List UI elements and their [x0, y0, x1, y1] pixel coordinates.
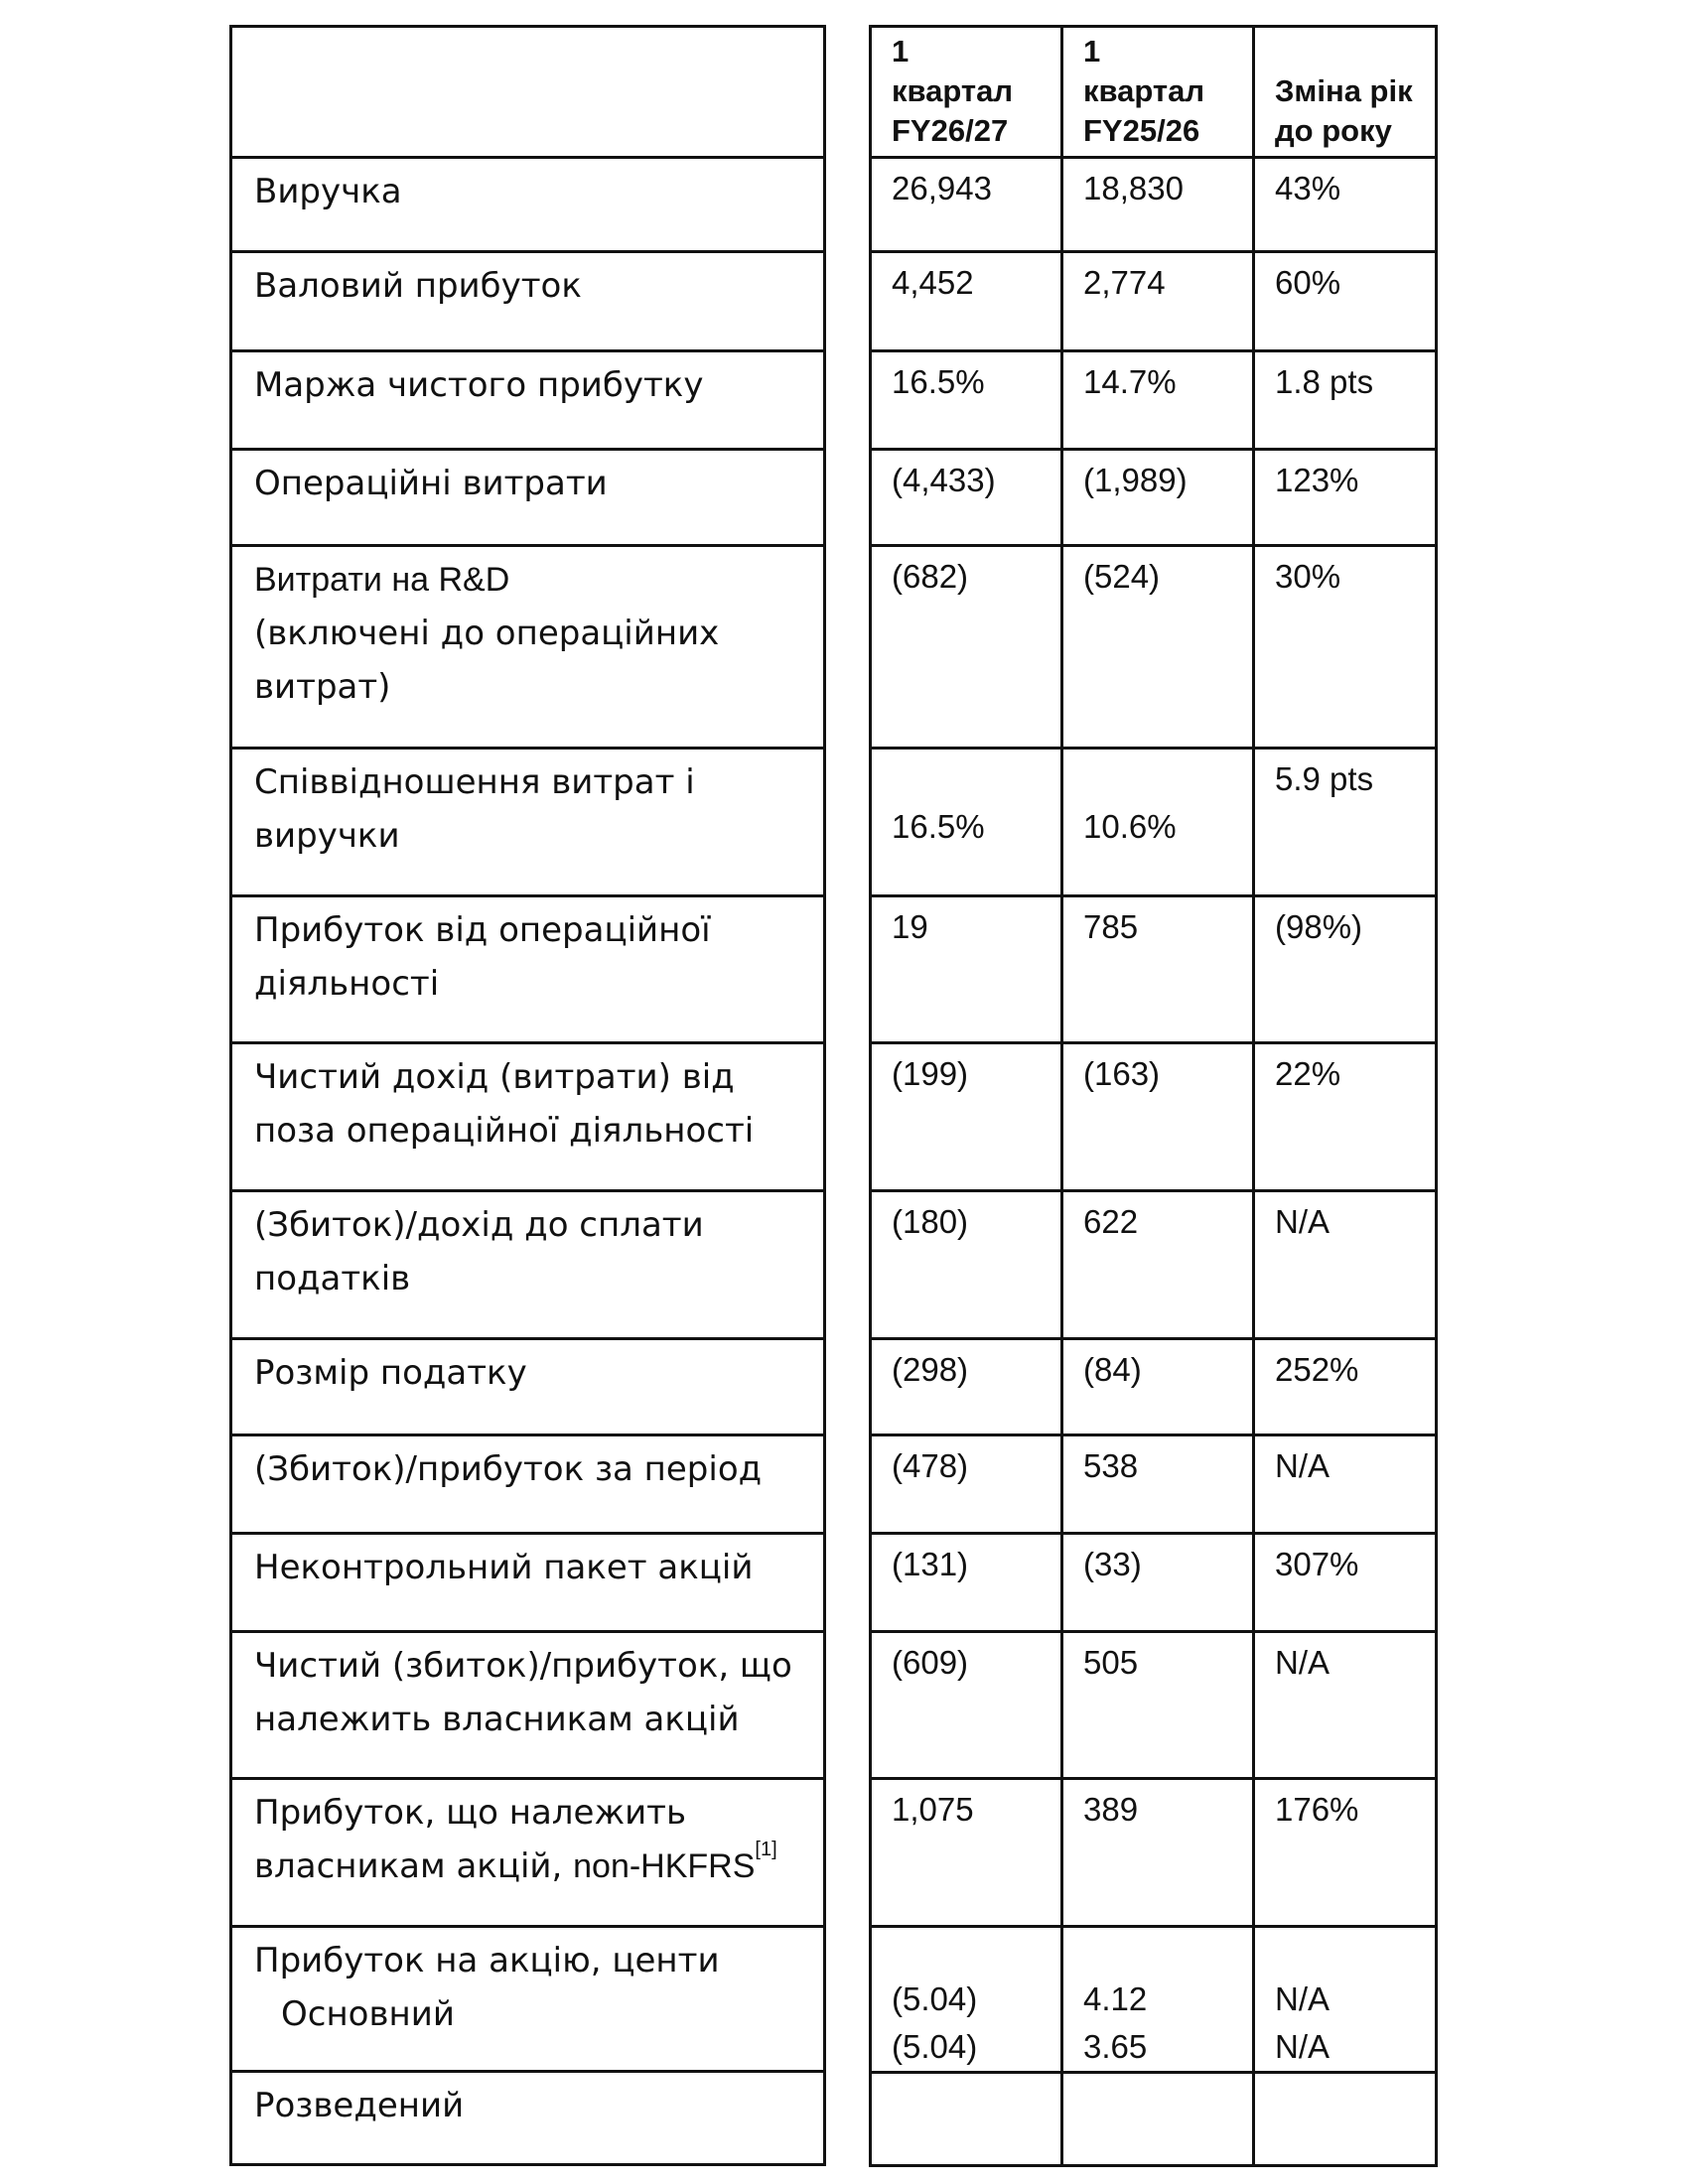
- cell-gross-q0: 2,774: [1062, 252, 1254, 351]
- cell-ratio-yoy: 5.9 pts: [1254, 749, 1437, 896]
- cell-eps-yoy: [1254, 1927, 1437, 2073]
- cell-period-q0: 538: [1062, 1435, 1254, 1534]
- header-q1-fy26-27: 1 квартал FY26/27: [871, 27, 1062, 158]
- cell-ratio-q0: 10.6%: [1062, 749, 1254, 896]
- label-non-hkfrs-text: власникам акцій,: [254, 1846, 574, 1886]
- cell-rd-q0: (524): [1062, 546, 1254, 749]
- cell-eps-diluted-q0: 3.65: [1083, 2028, 1148, 2065]
- label-net-attr-line2: належить власникам акцій: [254, 1700, 740, 1739]
- cell-minority-yoy: 307%: [1254, 1534, 1437, 1632]
- label-non-hkfrs-line2: [254, 1840, 823, 1893]
- cell-nonhkfrs-yoy: 176%: [1254, 1779, 1437, 1927]
- label-non-hkfrs-profit: [231, 1779, 825, 1927]
- label-non-op-line2: поза операційної діяльності: [254, 1111, 755, 1151]
- label-eps: [231, 1927, 825, 2072]
- label-eps-basic: Основний: [281, 1994, 455, 2034]
- label-tax: Розмір податку: [231, 1339, 825, 1435]
- label-non-hkfrs-suffix: non-HKFRS: [573, 1847, 756, 1885]
- cell-margin-q1: 16.5%: [871, 351, 1062, 450]
- cell-diluted-empty-yoy: [1254, 2073, 1437, 2166]
- footnote-marker: [1]: [755, 1838, 777, 1860]
- label-net-attributable: [231, 1632, 825, 1779]
- cell-revenue-q1: 26,943: [871, 158, 1062, 252]
- label-net-attr-line1: Чистий (збиток)/прибуток, що: [254, 1646, 792, 1686]
- cell-eps-basic-q1: (5.04): [892, 1980, 978, 2017]
- cell-opex-q1: (4,433): [871, 450, 1062, 546]
- cell-eps-basic-yoy: N/A: [1275, 1980, 1331, 2017]
- label-gross-profit: Валовий прибуток: [231, 252, 825, 351]
- label-rd-expenses: [231, 546, 825, 749]
- label-non-hkfrs-line1: Прибуток, що належить: [254, 1793, 687, 1833]
- label-period-result: (Збиток)/прибуток за період: [231, 1435, 825, 1534]
- cell-period-yoy: N/A: [1254, 1435, 1437, 1534]
- cell-gross-q1: 4,452: [871, 252, 1062, 351]
- header-q1-fy25-26: 1 квартал FY25/26: [1062, 27, 1254, 158]
- values-table: [869, 25, 1438, 2167]
- cell-nonhkfrs-q1: 1,075: [871, 1779, 1062, 1927]
- label-eps-line1: Прибуток на акцію, центи: [254, 1941, 720, 1980]
- label-header-empty: [231, 27, 825, 158]
- cell-gross-yoy: 60%: [1254, 252, 1437, 351]
- cell-opprofit-q0: 785: [1062, 896, 1254, 1043]
- cell-rd-q1: (682): [871, 546, 1062, 749]
- cell-tax-q1: (298): [871, 1339, 1062, 1435]
- cell-period-q1: (478): [871, 1435, 1062, 1534]
- cell-eps-q0: [1062, 1927, 1254, 2073]
- cell-pretax-q0: 622: [1062, 1191, 1254, 1339]
- cell-pretax-q1: (180): [871, 1191, 1062, 1339]
- label-rd-line2: (включені до операційних: [254, 614, 720, 653]
- cell-opprofit-q1: 19: [871, 896, 1062, 1043]
- cell-eps-q1: [871, 1927, 1062, 2073]
- row-labels-table: [229, 25, 826, 2166]
- label-pretax-line2: податків: [254, 1259, 411, 1298]
- cell-opex-q0: (1,989): [1062, 450, 1254, 546]
- label-non-op-line1: Чистий дохід (витрати) від: [254, 1057, 735, 1097]
- cell-eps-diluted-q1: (5.04): [892, 2028, 978, 2065]
- label-op-profit-line2: діяльності: [254, 964, 440, 1004]
- cell-minority-q0: (33): [1062, 1534, 1254, 1632]
- label-ratio-line1: Співвідношення витрат і: [254, 762, 695, 802]
- label-revenue: Виручка: [231, 158, 825, 252]
- cell-pretax-yoy: N/A: [1254, 1191, 1437, 1339]
- label-operating-profit: [231, 896, 825, 1043]
- label-rd-line3: витрат): [254, 667, 391, 707]
- label-expense-revenue-ratio: [231, 749, 825, 896]
- cell-netattr-yoy: N/A: [1254, 1632, 1437, 1779]
- cell-minority-q1: (131): [871, 1534, 1062, 1632]
- label-non-operating: [231, 1043, 825, 1191]
- cell-margin-q0: 14.7%: [1062, 351, 1254, 450]
- label-net-margin: Маржа чистого прибутку: [231, 351, 825, 450]
- cell-margin-yoy: 1.8 pts: [1254, 351, 1437, 450]
- cell-nonop-q0: (163): [1062, 1043, 1254, 1191]
- label-pretax: [231, 1191, 825, 1339]
- cell-nonop-q1: (199): [871, 1043, 1062, 1191]
- cell-revenue-q0: 18,830: [1062, 158, 1254, 252]
- cell-opprofit-yoy: (98%): [1254, 896, 1437, 1043]
- cell-ratio-q1: 16.5%: [871, 749, 1062, 896]
- cell-diluted-empty-q1: [871, 2073, 1062, 2166]
- label-pretax-line1: (Збиток)/дохід до сплати: [254, 1205, 704, 1245]
- cell-eps-basic-q0: 4.12: [1083, 1980, 1148, 2017]
- cell-netattr-q1: (609): [871, 1632, 1062, 1779]
- header-yoy-change: Зміна рік до року: [1254, 27, 1437, 158]
- cell-nonop-yoy: 22%: [1254, 1043, 1437, 1191]
- label-ratio-line2: виручки: [254, 816, 400, 856]
- cell-rd-yoy: 30%: [1254, 546, 1437, 749]
- cell-tax-q0: (84): [1062, 1339, 1254, 1435]
- cell-eps-diluted-yoy: N/A: [1275, 2028, 1331, 2065]
- cell-netattr-q0: 505: [1062, 1632, 1254, 1779]
- cell-opex-yoy: 123%: [1254, 450, 1437, 546]
- cell-revenue-yoy: 43%: [1254, 158, 1437, 252]
- cell-nonhkfrs-q0: 389: [1062, 1779, 1254, 1927]
- label-operating-expenses: Операційні витрати: [231, 450, 825, 546]
- label-eps-diluted: Розведений: [231, 2072, 825, 2165]
- cell-tax-yoy: 252%: [1254, 1339, 1437, 1435]
- label-op-profit-line1: Прибуток від операційної: [254, 910, 711, 950]
- cell-diluted-empty-q0: [1062, 2073, 1254, 2166]
- label-rd-line1: Витрати на R&D: [254, 561, 510, 599]
- label-minority-interest: Неконтрольний пакет акцій: [231, 1534, 825, 1632]
